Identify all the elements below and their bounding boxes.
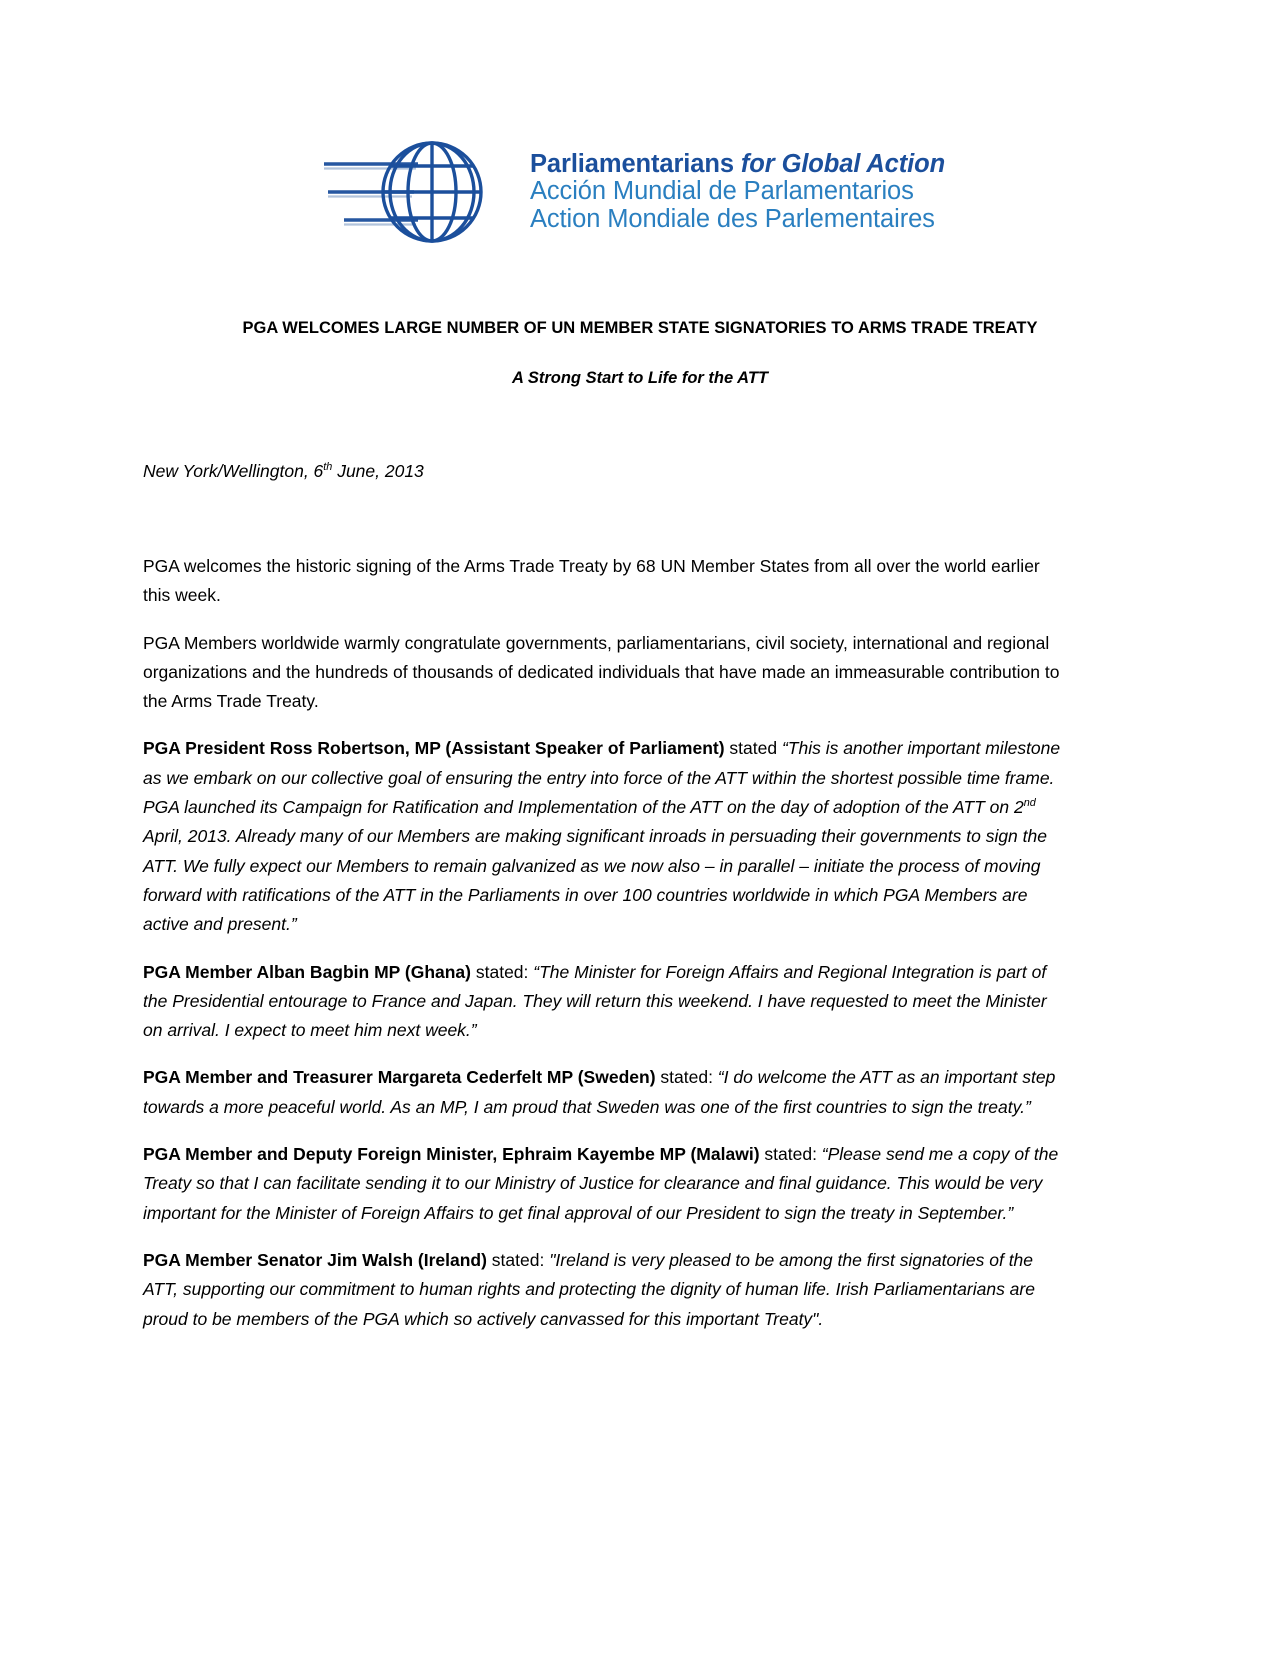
quote-text-part-b: April, 2013. Already many of our Members are making significant inroads in persuading their governments to sign the ATT. We fully expect our Members to remain galvanized as we now also – in parallel – initiate the process of moving forward with ratifications of the ATT in the Parliaments in over 100 countries worldwide in which PGA Members are active and present.” xyxy=(143,826,1047,935)
quote-ephraim-kayembe xyxy=(143,1140,1068,1228)
quote-alban-bagbin xyxy=(143,958,1068,1046)
quote-ordinal: nd xyxy=(1023,797,1036,810)
quote-attribution-alban-bagbin: PGA Member Alban Bagbin MP (Ghana) xyxy=(143,961,471,982)
page-subtitle: A Strong Start to Life for the ATT xyxy=(511,369,769,387)
page-title: PGA WELCOMES LARGE NUMBER OF UN MEMBER STATE SIGNATORIES TO ARMS TRADE TREATY xyxy=(242,319,1038,337)
paragraph-intro: PGA welcomes the historic signing of the Arms Trade Treaty by 68 UN Member States from all over the world earlier this week. xyxy=(143,556,1040,606)
dateline-ordinal: th xyxy=(323,461,333,474)
quote-connector: stated: xyxy=(655,1067,718,1088)
logo-line1-italic: for Global Action xyxy=(740,150,946,179)
logo-wordmark xyxy=(530,151,945,233)
organization-logo xyxy=(322,138,945,246)
globe-icon xyxy=(322,138,522,246)
quote-text-part-a: “This is another important milestone as we embark on our collective goal of ensuring the entry into force of the ATT within the shortest possible time frame. PGA launched its Campaign for Ratification and Implementation of the ATT on the day of adoption of the ATT on 2 xyxy=(143,738,1061,818)
quote-connector: stated xyxy=(724,738,782,759)
quote-text: “I do welcome the ATT as an important step towards a more peaceful world. As an MP, I am proud that Sweden was one of the first countries to sign the treaty.” xyxy=(143,1067,1056,1117)
quote-connector: stated: xyxy=(471,961,534,982)
dateline-prefix: New York/Wellington, 6 xyxy=(143,461,324,481)
quote-text: "Ireland is very pleased to be among the first signatories of the ATT, supporting our commitment to human rights and protecting the dignity of human life. Irish Parliamentarians are proud to be members of the PGA which so actively canvassed for this important Treaty". xyxy=(143,1249,1035,1329)
quote-attribution-margareta-cederfelt: PGA Member and Treasurer Margareta Cederfelt MP (Sweden) xyxy=(143,1067,656,1088)
logo-line-english xyxy=(530,151,945,178)
quote-attribution-ephraim-kayembe: PGA Member and Deputy Foreign Minister, Ephraim Kayembe MP (Malawi) xyxy=(143,1144,760,1165)
logo-line-french: Action Mondiale des Parlementaires xyxy=(530,204,935,233)
document-body xyxy=(143,552,1068,1352)
quote-text: “Please send me a copy of the Treaty so that I can facilitate sending it to our Ministry of Justice for clearance and final guidance. This would be very important for the Minister of Foreign Affairs to get final approval of our President to sign the treaty in September.” xyxy=(143,1144,1059,1223)
quote-text: “The Minister for Foreign Affairs and Regional Integration is part of the Presidential entourage to France and Japan. They will return this weekend. I have requested to meet the Minister on arrival. I expect to meet him next week.” xyxy=(143,961,1047,1041)
quote-attribution-ross-robertson: PGA President Ross Robertson, MP (Assistant Speaker of Parliament) xyxy=(143,738,725,759)
quote-attribution-jim-walsh: PGA Member Senator Jim Walsh (Ireland) xyxy=(143,1249,487,1270)
dateline xyxy=(143,461,424,482)
paragraph-congratulations: PGA Members worldwide warmly congratulate governments, parliamentarians, civil society, international and regional organizations and the hundreds of thousands of dedicated individuals that have made an immeasurable contribution to the Arms Trade Treaty. xyxy=(143,632,1060,712)
dateline-suffix: June, 2013 xyxy=(332,461,424,481)
logo-line1-prefix: Parliamentarians xyxy=(530,150,741,179)
quote-ross-robertson xyxy=(143,734,1068,939)
quote-jim-walsh xyxy=(143,1246,1068,1334)
quote-margareta-cederfelt xyxy=(143,1063,1068,1122)
quote-connector: stated: xyxy=(486,1249,550,1270)
logo-line-spanish: Acción Mundial de Parlamentarios xyxy=(530,177,914,206)
quote-connector: stated: xyxy=(759,1144,822,1165)
